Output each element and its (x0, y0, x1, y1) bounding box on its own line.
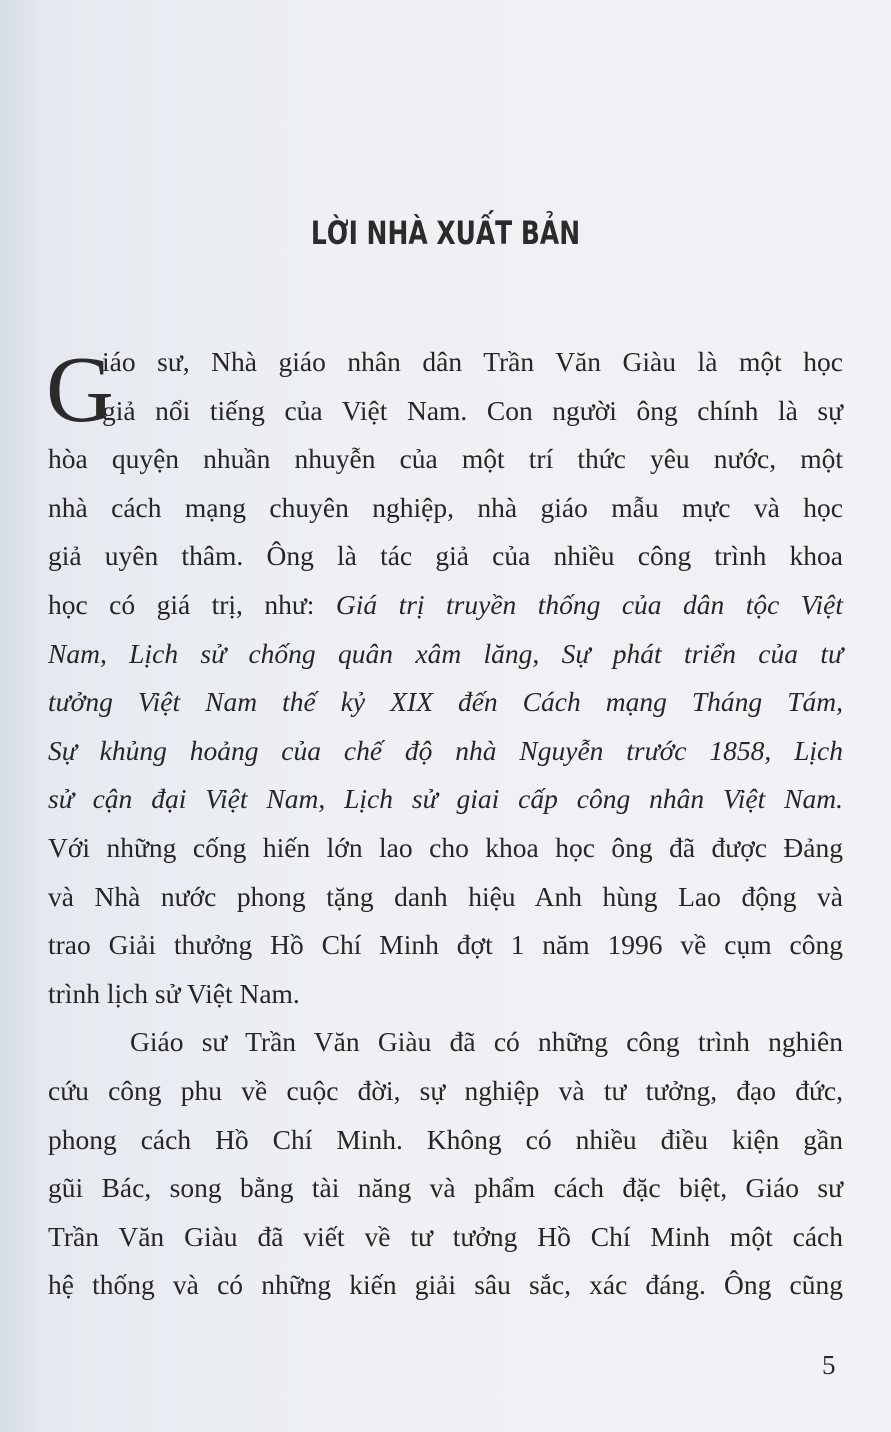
text-run: giả uyên thâm. Ông là tác giả của nhiều công trình khoa (48, 540, 843, 572)
text-line (48, 338, 843, 387)
text-line (48, 581, 843, 630)
text-line (48, 873, 843, 922)
text-run: học có giá trị, như: (48, 588, 336, 620)
text-line (48, 824, 843, 873)
text-run: cứu công phu về cuộc đời, sự nghiệp và tư tưởng, đạo đức, (48, 1074, 843, 1106)
italic-title-text: Giá trị truyền thống của dân tộc Việt (335, 588, 843, 620)
text-line (48, 678, 843, 727)
page-number: 5 (822, 1350, 836, 1380)
text-line (48, 970, 843, 1019)
drop-cap: G (46, 338, 114, 442)
text-run: trao Giải thưởng Hồ Chí Minh đợt 1 năm 1996 về cụm công (48, 929, 843, 961)
text-line (48, 1067, 843, 1116)
text-run: hệ thống và có những kiến giải sâu sắc, xác đáng. Ông cũng (48, 1269, 843, 1301)
text-run: phong cách Hồ Chí Minh. Không có nhiều điều kiện gần (48, 1123, 843, 1155)
text-line (48, 387, 843, 436)
text-run: hòa quyện nhuần nhuyễn của một trí thức yêu nước, một (48, 443, 843, 475)
body-text (48, 338, 843, 1310)
text-line (48, 1116, 843, 1165)
text-run: trình lịch sử Việt Nam. (48, 977, 300, 1009)
text-line (48, 775, 843, 824)
text-run: gũi Bác, song bằng tài năng và phẩm cách đặc biệt, Giáo sư (48, 1172, 843, 1204)
italic-title-text: sử cận đại Việt Nam, Lịch sử giai cấp công nhân Việt Nam. (48, 783, 843, 815)
text-run: iáo sư, Nhà giáo nhân dân Trần Văn Giàu là một học (102, 346, 843, 377)
text-line (48, 1164, 843, 1213)
text-line (48, 484, 843, 533)
text-run: và Nhà nước phong tặng danh hiệu Anh hùng Lao động và (48, 880, 843, 912)
text-run: Giáo sư Trần Văn Giàu đã có những công trình nghiên (130, 1026, 843, 1058)
text-run: giả nổi tiếng của Việt Nam. Con người ông chính là sự (102, 394, 843, 426)
italic-title-text: Sự khủng hoảng của chế độ nhà Nguyễn trước 1858, Lịch (48, 734, 843, 766)
text-run: Trần Văn Giàu đã viết về tư tưởng Hồ Chí Minh một cách (48, 1220, 843, 1252)
text-line (48, 1018, 843, 1067)
text-line (48, 727, 843, 776)
text-line (48, 1261, 843, 1310)
page-heading: LỜI NHÀ XUẤT BẢN (310, 214, 581, 252)
text-line (48, 1213, 843, 1262)
italic-title-text: tưởng Việt Nam thế kỷ XIX đến Cách mạng Tháng Tám, (48, 686, 843, 718)
text-line (48, 630, 843, 679)
text-line (48, 921, 843, 970)
text-run: Với những cống hiến lớn lao cho khoa học ông đã được Đảng (48, 831, 843, 863)
text-line (48, 532, 843, 581)
italic-title-text: Nam, Lịch sử chống quân xâm lăng, Sự phát triển của tư (48, 637, 843, 669)
text-run: nhà cách mạng chuyên nghiệp, nhà giáo mẫu mực và học (48, 491, 843, 523)
text-line (48, 435, 843, 484)
